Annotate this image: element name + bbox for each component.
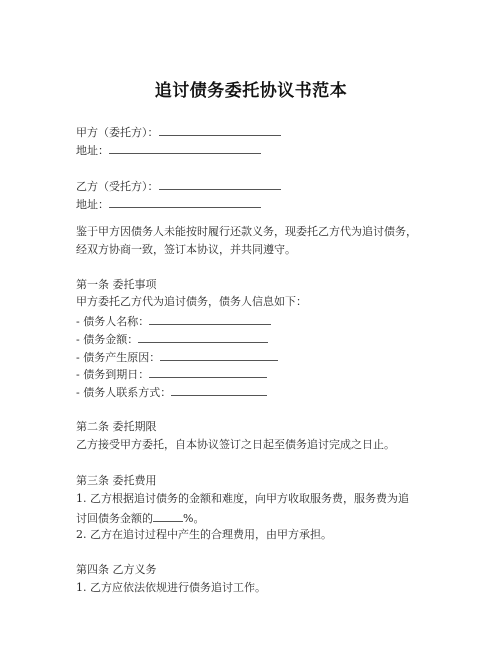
debt-amount-label: - 债务金额：: [76, 333, 139, 346]
document-title: 追讨债务委托协议书范本: [154, 81, 348, 101]
party-b-label: 乙方（受托方）：: [76, 180, 159, 193]
article-4-item-1: 1. 乙方应依法依规进行债务追讨工作。: [76, 581, 266, 594]
debt-due-date-blank[interactable]: [149, 366, 267, 378]
article-1-heading: 第一条 委托事项: [76, 278, 157, 291]
party-b-blank[interactable]: [159, 178, 281, 190]
article-2-heading: 第二条 委托期限: [76, 420, 157, 433]
preamble-line-1: 鉴于甲方因债务人未能按时履行还款义务，现委托乙方代为追讨债务，: [76, 225, 417, 238]
debt-due-date-item: [76, 366, 267, 382]
debtor-name-item: [76, 313, 271, 329]
party-b-address-blank[interactable]: [109, 196, 261, 208]
article-3-heading: 第三条 委托费用: [76, 474, 157, 487]
debt-due-date-label: - 债务到期日：: [76, 368, 150, 381]
article-3-item-2: 2. 乙方在追讨过程中产生的合理费用，由甲方承担。: [76, 528, 332, 541]
debt-cause-label: - 债务产生原因：: [76, 351, 161, 364]
article-3-item-1-line-2: [76, 510, 204, 526]
preamble-line-2: 经双方协商一致，签订本协议，并共同遵守。: [76, 243, 296, 256]
party-a-address-blank[interactable]: [109, 142, 261, 154]
debtor-name-label: - 债务人名称：: [76, 315, 150, 328]
fee-percent-suffix: %。: [183, 512, 205, 525]
fee-percent-blank[interactable]: [153, 510, 183, 522]
debtor-contact-label: - 债务人联系方式：: [76, 386, 172, 399]
debtor-contact-blank[interactable]: [171, 384, 267, 396]
party-a-line: [76, 124, 281, 140]
debt-cause-blank[interactable]: [160, 349, 278, 361]
article-2-body: 乙方接受甲方委托，自本协议签订之日起至债务追讨完成之日止。: [76, 438, 395, 451]
article-4-heading: 第四条 乙方义务: [76, 563, 157, 576]
party-a-address-line: [76, 142, 261, 158]
debt-amount-item: [76, 331, 268, 347]
party-a-label: 甲方（委托方）：: [76, 126, 159, 139]
party-b-line: [76, 178, 281, 194]
party-b-address-label: 地址：: [76, 198, 109, 211]
article-3-item-1-line-1: 1. 乙方根据追讨债务的金额和难度，向甲方收取服务费，服务费为追: [76, 492, 409, 505]
debt-amount-blank[interactable]: [138, 331, 268, 343]
debtor-name-blank[interactable]: [149, 313, 271, 325]
article-1-intro: 甲方委托乙方代为追讨债务，债务人信息如下：: [76, 295, 307, 308]
debt-cause-item: [76, 349, 278, 365]
fee-percent-prefix: 讨回债务金额的: [76, 512, 153, 525]
party-a-blank[interactable]: [159, 124, 281, 136]
party-a-address-label: 地址：: [76, 144, 109, 157]
party-b-address-line: [76, 196, 261, 212]
debtor-contact-item: [76, 384, 267, 400]
